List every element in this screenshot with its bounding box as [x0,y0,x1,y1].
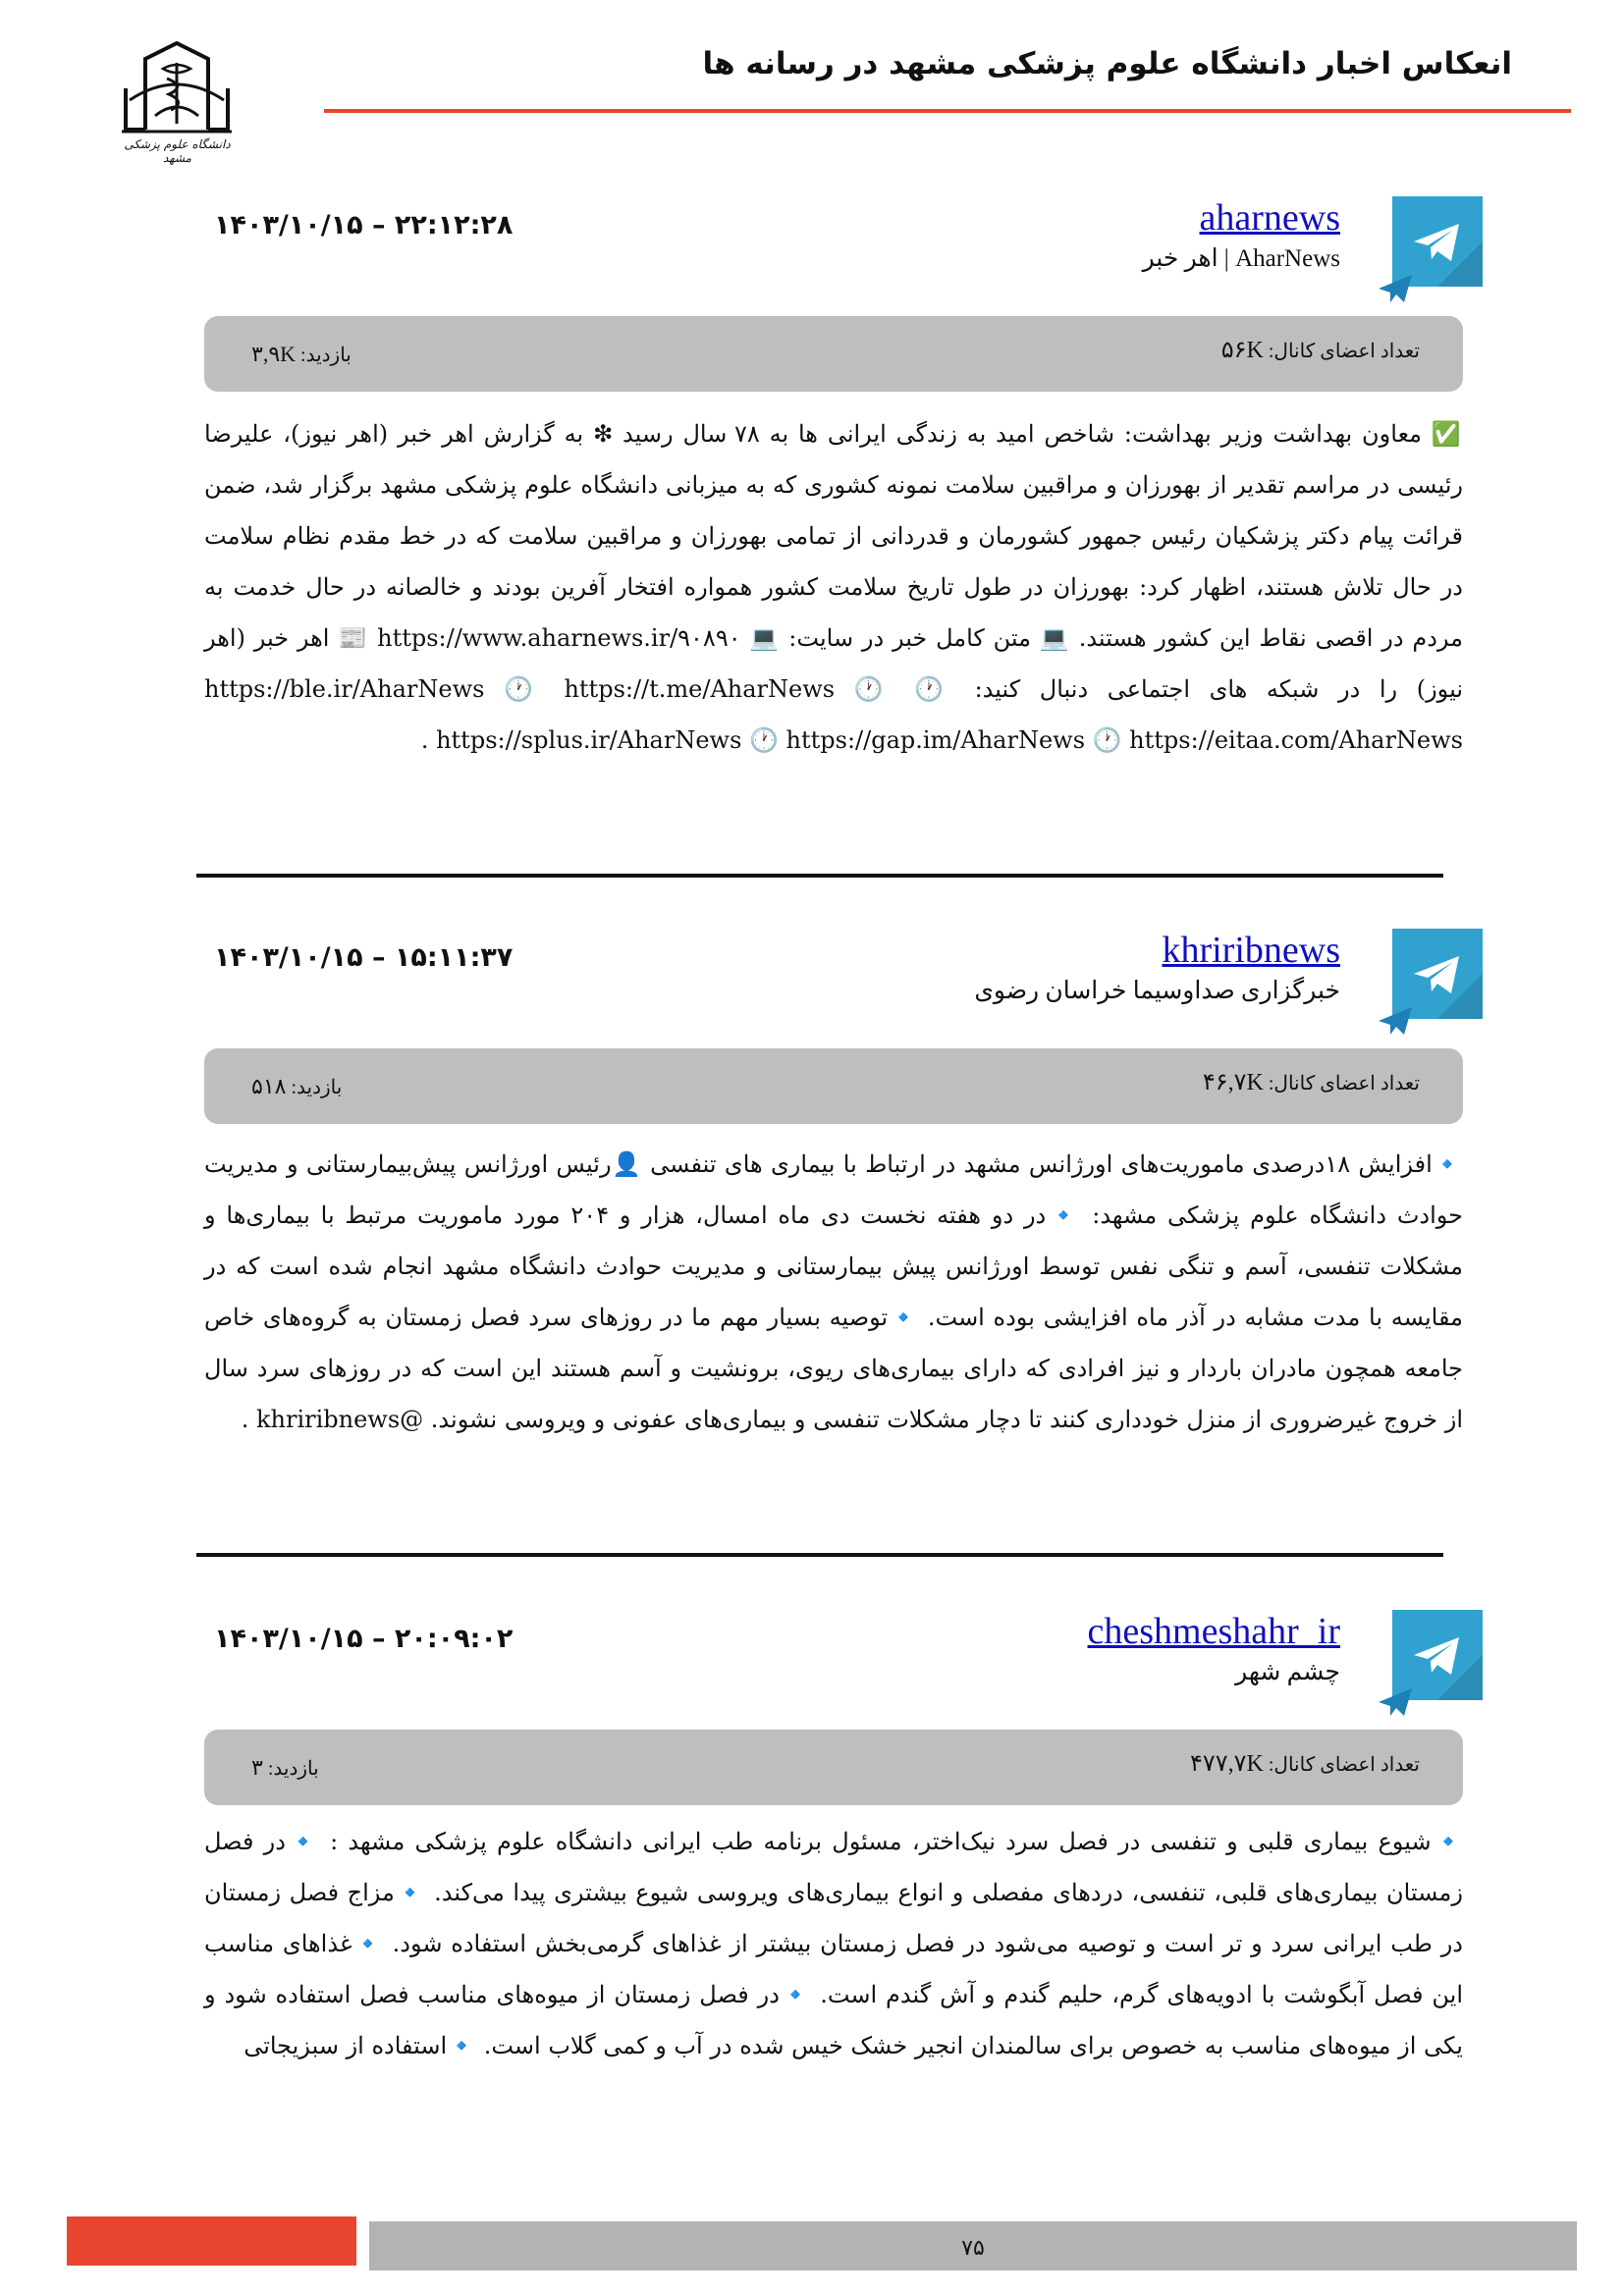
post-datetime: ۱۴۰۳/۱۰/۱۵ – ۲۲:۱۲:۲۸ [214,210,514,240]
telegram-icon [1392,196,1483,287]
post-card [187,1610,1483,2081]
views-count: ۵۱۸ [251,1074,287,1098]
members-count: ۴۷۷,۷K [1189,1751,1264,1777]
telegram-icon [1392,1610,1483,1700]
post-datetime: ۱۴۰۳/۱۰/۱۵ – ۱۵:۱۱:۳۷ [214,942,514,973]
university-logo [116,39,239,167]
channel-link[interactable]: aharnews [1199,197,1340,239]
post-datetime: ۱۴۰۳/۱۰/۱۵ – ۲۰:۰۹:۰۲ [214,1624,514,1654]
views-label: بازدید: [300,345,352,366]
stats-bar [204,316,1463,392]
header-divider [324,109,1571,113]
channel-subtitle: خبرگزاری صداوسیما خراسان رضوی [974,978,1340,1004]
post-body: 🔹شیوع بیماری قلبی و تنفسی در فصل سرد نیک‌اختر، مسئول برنامه طب ایرانی دانشگاه علوم پزشکی مشهد : 🔹در فصل زمستان بیماری‌های قلبی، تنفسی، دردهای مفصلی و انواع بیماری‌های ویروسی شیوع بیشتری پیدا می‌کند. 🔹مزاج فصل زمستان در طب ایرانی سرد و تر است و توصیه می‌شود در فصل زمستان بیشتر از غذاهای گرمی‌بخش استفاده شود. 🔹غذاهای مناسب این فصل آبگوشت با ادویه‌های گرم، حلیم گندم و آش گندم است. 🔹در فصل زمستان از میوه‌های مناسب فصل استفاده شود و یکی از میوه‌های مناسب به خصوص برای سالمندان انجیر خشک خیس شده در آب و کمی گلاب است. 🔹استفاده از سبزیجاتی [204,1828,1463,2059]
channel-link[interactable]: cheshmeshahr_ir [1087,1611,1340,1652]
telegram-arrow-icon [1377,1686,1414,1718]
views-stat [251,1074,342,1099]
members-count: ۵۶K [1220,338,1264,363]
telegram-arrow-icon [1377,1005,1414,1037]
views-count: ۳ [251,1755,263,1780]
channel-link[interactable]: khriribnews [1162,930,1340,971]
footer-accent-bar [67,2216,356,2266]
page-title: انعکاس اخبار دانشگاه علوم پزشکی مشهد در رسانه ها [702,46,1512,81]
page-number: ۷۵ [961,2236,985,2261]
post-body: 🔹افزایش ۱۸درصدی ماموریت‌های اورژانس مشهد در ارتباط با بیماری های تنفسی 👤رئیس اورژانس پیش‌بیمارستانی و مدیریت حوادث دانشگاه علوم پزشکی مشهد: 🔹در دو هفته نخست دی ماه امسال، هزار و ۲۰۴ مورد ماموریت مرتبط با بیماری‌ها و مشکلات تنفسی، آسم و تنگی نفس توسط اورژانس پیش بیمارستانی و مدیریت حوادث دانشگاه مشهد انجام شده است که در مقایسه با مدت مشابه در آذر ماه افزایشی بوده است. 🔹توصیه بسیار مهم ما در روزهای سرد فصل زمستان به گروه‌های خاص جامعه همچون مادران باردار و نیز افرادی که دارای بیماری‌های ریوی، برونشیت و آسم هستند این است که در روزهای سرد سال از خروج غیرضروری از منزل خودداری کنند تا دچار مشکلات تنفسی و بیماری‌های عفونی و ویروسی نشوند. @khriribnews . [204,1150,1464,1433]
stats-bar [204,1048,1463,1124]
post-card [187,929,1483,1439]
members-label: تعداد اعضای کانال: [1268,1073,1420,1095]
channel-subtitle: AharNews | اهر خبر [1142,245,1340,272]
views-count: ۳,۹K [251,342,297,366]
section-divider [196,874,1443,878]
members-label: تعداد اعضای کانال: [1268,1754,1420,1776]
post-card [187,196,1483,754]
members-stat [1190,1749,1420,1778]
post-body: ✅ معاون بهداشت وزیر بهداشت: شاخص امید به زندگی ایرانی ها به ۷۸ سال رسید ❇ به گزارش اهر خبر (اهر نیوز)، علیرضا رئیسی در مراسم تقدیر از بهورزان و مراقبین سلامت نمونه کشوری که به میزبانی دانشگاه علوم پزشکی مشهد برگزار شد، ضمن قرائت پیام دکتر پزشکیان رئیس جمهور کشورمان و قدردانی از تمامی بهورزان و مراقبین سلامت که در خط مقدم نظام سلامت در حال تلاش هستند، اظهار کرد: بهورزان در طول تاریخ سلامت کشور همواره افتخار آفرین بودند و خالصانه در حال خدمت به مردم در اقصی نقاط این کشور هستند. 💻 متن کامل خبر در سایت: 💻 https://www.aharnews.ir/۹۰۸۹۰ 📰 اهر خبر (اهر نیوز) را در شبکه های اجتماعی دنبال کنید: 🕐 https://ble.ir/AharNews 🕐 https://t.me/AharNews 🕐 https://splus.ir/AharNews 🕐 https://gap.im/AharNews 🕐 https://eitaa.com/AharNews . [204,420,1464,754]
telegram-icon [1392,929,1483,1019]
channel-subtitle: چشم شهر [1235,1659,1340,1685]
stats-bar [204,1730,1463,1805]
views-label: بازدید: [291,1077,343,1098]
logo-caption: دانشگاه علوم پزشکی مشهد [124,137,231,165]
members-label: تعداد اعضای کانال: [1268,341,1420,362]
views-stat [251,342,352,367]
views-label: بازدید: [267,1758,319,1780]
members-stat [1203,1068,1420,1096]
logo-emblem-icon [116,39,239,137]
telegram-arrow-icon [1377,273,1414,304]
views-stat [251,1755,319,1781]
members-stat [1221,336,1420,364]
members-count: ۴۶,۷K [1202,1070,1264,1095]
section-divider [196,1553,1443,1557]
